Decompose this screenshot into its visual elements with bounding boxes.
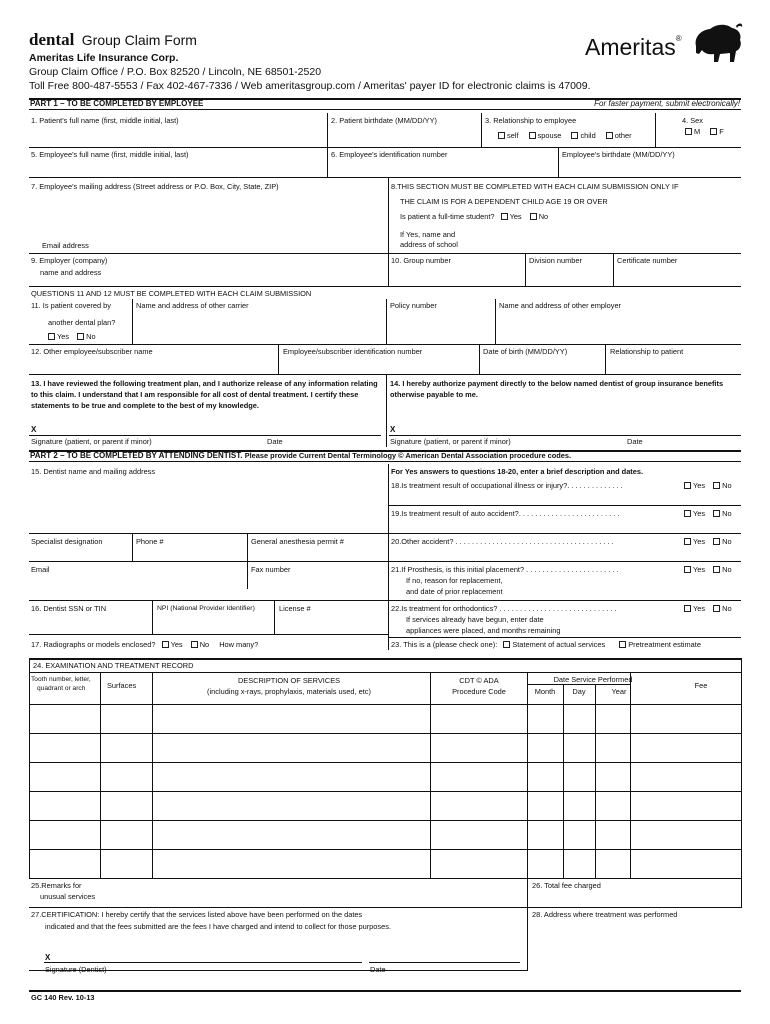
student-yes-checkbox[interactable] [501,213,508,220]
q8-school-label-1: If Yes, name and [400,230,456,239]
q18-label: 18.Is treatment result of occupational illness or injury?. . . . . . . . . . . . . . [391,481,623,490]
q25-remarks-label-2: unusual services [40,892,96,901]
q28-treatment-address-label: 28. Address where treatment was performed [532,910,678,919]
division-number-label: Division number [529,256,582,265]
q4-sex-options: M F [685,127,724,136]
other-checkbox[interactable] [606,132,613,139]
q20-label: 20.Other accident? . . . . . . . . . . . . . . . . . . . . . . . . . . . . . . . . . . . . . . . [391,537,614,546]
npi-label: NPI (National Provider Identifier) [157,605,255,612]
treatment-table-header [29,672,741,704]
dentist-sig-x: X [45,953,51,962]
patient-date-label[interactable]: Date [267,437,283,446]
yes-answers-note: For Yes answers to questions 18-20, enter a brief description and dates. [391,467,644,476]
spouse-checkbox[interactable] [529,132,536,139]
relationship-to-patient-label: Relationship to patient [610,347,684,356]
logo-mark: ® [675,34,682,43]
table-row[interactable] [29,791,741,820]
table-row[interactable] [29,733,741,762]
q20-no-checkbox[interactable] [713,538,720,545]
table-row[interactable] [29,820,741,849]
q5-employee-name-label: 5. Employee's full name (first, middle initial, last) [31,150,189,159]
tooth-col-header: Tooth number, letter, quadrant or arch [31,676,91,692]
q4-sex-label: 4. Sex [682,116,703,125]
q26-total-fee-label: 26. Total fee charged [532,881,601,890]
month-col-header: Month [534,687,556,696]
q7-mailing-address-label: 7. Employee's mailing address (Street address or P.O. Box, City, State, ZIP) [31,182,279,191]
company-name: Ameritas Life Insurance Corp. [29,52,179,64]
surfaces-col-header: Surfaces [107,681,137,690]
part2-subtitle: Please provide Current Dental Terminology © American Dental Association procedure codes. [244,451,572,460]
form-title-block [29,30,197,50]
q16-ssn-label: 16. Dentist SSN or TIN [31,604,107,613]
student-no-checkbox[interactable] [530,213,537,220]
q1-patient-name-label: 1. Patient's full name (first, middle initial, last) [31,116,179,125]
q14-payment-authorization-text: 14. I hereby authorize payment directly to the below named dentist of group insurance benefits otherwise payable to me. [390,379,724,399]
q12-other-subscriber-label: 12. Other employee/subscriber name [31,347,153,356]
female-checkbox[interactable] [710,128,717,135]
logo-text: Ameritas [585,34,676,60]
q19-label: 19.Is treatment result of auto accident?. . . . . . . . . . . . . . . . . . . . . . . . . [391,509,620,518]
q6-employee-id-label: 6. Employee's identification number [331,150,448,159]
q18-options: Yes No [684,481,732,490]
q22-months: appliances were placed, and months remaining [406,626,561,635]
q8-student-question: Is patient a full-time student? Yes No [400,212,549,221]
phone-label: Phone # [136,537,164,546]
q19-no-checkbox[interactable] [713,510,720,517]
table-row[interactable] [29,704,741,733]
q22-no-checkbox[interactable] [713,605,720,612]
subscriber-id-label: Employee/subscriber identification number [283,347,423,356]
patient-signature-label[interactable]: Signature (patient, or parent if minor) [31,437,152,446]
male-checkbox[interactable] [685,128,692,135]
q2-patient-birthdate-label: 2. Patient birthdate (MM/DD/YY) [331,116,437,125]
form-code: GC 140 Rev. 10-13 [31,993,95,1002]
license-label: License # [279,604,311,613]
q11-header: QUESTIONS 11 AND 12 MUST BE COMPLETED WITH EACH CLAIM SUBMISSION [31,289,312,298]
part2-title: PART 2 – TO BE COMPLETED BY ATTENDING DENTIST. [30,451,243,460]
form-title: Group Claim Form [81,32,197,48]
q11-other-carrier-label: Name and address of other carrier [136,301,249,310]
q21-reason: If no, reason for replacement, [406,576,503,585]
part1-note: For faster payment, submit electronically! [594,99,740,108]
q8-line2: THE CLAIM IS FOR A DEPENDENT CHILD AGE 19 OR OVER [400,197,608,206]
fee-col-header: Fee [694,681,708,690]
year-col-header: Year [611,687,627,696]
dentist-signature-label[interactable]: Signature (Dentist) [45,965,107,974]
q21-no-checkbox[interactable] [713,566,720,573]
q22-begun: If services already have begun, enter date [406,615,544,624]
q25-remarks-label-1: 25.Remarks for [31,881,82,890]
q19-yes-checkbox[interactable] [684,510,691,517]
brand-word: dental [29,30,75,49]
q3-relationship-options: self spouse child other [498,131,632,140]
q21-options: Yes No [684,565,732,574]
q22-label: 22.Is treatment for orthodontics? . . . . . . . . . . . . . . . . . . . . . . . . . . . . . [391,604,617,613]
q24-table-title: 24. EXAMINATION AND TREATMENT RECORD [33,661,194,670]
assign-date-label[interactable]: Date [627,437,643,446]
child-checkbox[interactable] [571,132,578,139]
table-row[interactable] [29,849,741,878]
description-col-header: DESCRIPTION OF SERVICES (including x-rays, prophylaxis, materials used, etc) [207,676,371,696]
q18-no-checkbox[interactable] [713,482,720,489]
treatment-rows [29,704,741,878]
table-row[interactable] [29,762,741,791]
q22-yes-checkbox[interactable] [684,605,691,612]
part2-title-line [30,451,571,461]
radiographs-no-checkbox[interactable] [191,641,198,648]
policy-number-label: Policy number [390,301,437,310]
office-address: Group Claim Office / P.O. Box 82520 / Lincoln, NE 68501-2520 [29,66,322,78]
q13-authorization-text: 13. I have reviewed the following treatment plan, and I authorize release of any information relating to this claim. I understand that I am responsible for all cost of dental treatment. I certify these statements to be true and complete to the best of my knowledge. [31,379,378,410]
q19-options: Yes No [684,509,732,518]
self-checkbox[interactable] [498,132,505,139]
q11-covered-label-1: 11. Is patient covered by [31,301,111,310]
bison-icon [690,20,745,64]
anesthesia-label: General anesthesia permit # [251,537,344,546]
day-col-header: Day [572,687,586,696]
employee-birthdate-label: Employee's birthdate (MM/DD/YY) [562,150,675,159]
patient-sig-x: X [31,425,37,434]
radiographs-yes-checkbox[interactable] [162,641,169,648]
q9-employer-label-2: name and address [40,268,102,277]
dentist-date-label[interactable]: Date [370,965,386,974]
q15-dentist-address-label: 15. Dentist name and mailing address [31,467,156,476]
q11-covered-label-2: another dental plan? [48,318,116,327]
q21-label: 21.If Prosthesis, is this initial placement? . . . . . . . . . . . . . . . . . . . . . . . [391,565,619,574]
q21-date: and date of prior replacement [406,587,503,596]
specialist-label: Specialist designation [31,537,103,546]
contact-line: Toll Free 800-487-5553 / Fax 402-467-7336 / Web ameritasgroup.com / Ameritas' payer ID for electronic claims is 47009. [29,80,591,92]
ameritas-logo [585,34,682,61]
certificate-number-label: Certificate number [617,256,678,265]
q21-yes-checkbox[interactable] [684,566,691,573]
q8-school-label-2: address of school [400,240,458,249]
q23-type: 23. This is a (please check one): Statement of actual services Pretreatment estimate [391,640,701,649]
q27-certification-1: 27.CERTIFICATION: I hereby certify that the services listed above have been performed on the dates [31,910,363,919]
q10-group-number-label: 10. Group number [391,256,451,265]
q17-radiographs: 17. Radiographs or models enclosed? Yes No How many? [31,640,259,649]
actual-services-checkbox[interactable] [503,641,510,648]
date-of-birth-label: Date of birth (MM/DD/YY) [483,347,568,356]
q27-certification-2: indicated and that the fees submitted are the fees I have charged and intend to collect for those purposes. [45,922,391,931]
pretreatment-checkbox[interactable] [619,641,626,648]
q3-relationship-label: 3. Relationship to employee [485,116,577,125]
cdt-col-header: CDT © ADA Procedure Code [452,676,506,696]
fax-label: Fax number [251,565,291,574]
other-plan-no-checkbox[interactable] [77,333,84,340]
q22-options: Yes No [684,604,732,613]
part1-title: PART 1 – TO BE COMPLETED BY EMPLOYEE [30,99,204,108]
assign-sig-x: X [390,425,396,434]
other-employer-label: Name and address of other employer [499,301,622,310]
q20-options: Yes No [684,537,732,546]
q18-yes-checkbox[interactable] [684,482,691,489]
assign-signature-label[interactable]: Signature (patient, or parent if minor) [390,437,511,446]
q11-options: Yes No [48,332,96,341]
dentist-email-label: Email [31,565,50,574]
q8-line1: 8.THIS SECTION MUST BE COMPLETED WITH EACH CLAIM SUBMISSION ONLY IF [391,182,679,191]
q20-yes-checkbox[interactable] [684,538,691,545]
email-address-label: Email address [42,241,89,250]
other-plan-yes-checkbox[interactable] [48,333,55,340]
q9-employer-label-1: 9. Employer (company) [31,256,108,265]
date-performed-header: Date Service Performed [553,675,633,684]
